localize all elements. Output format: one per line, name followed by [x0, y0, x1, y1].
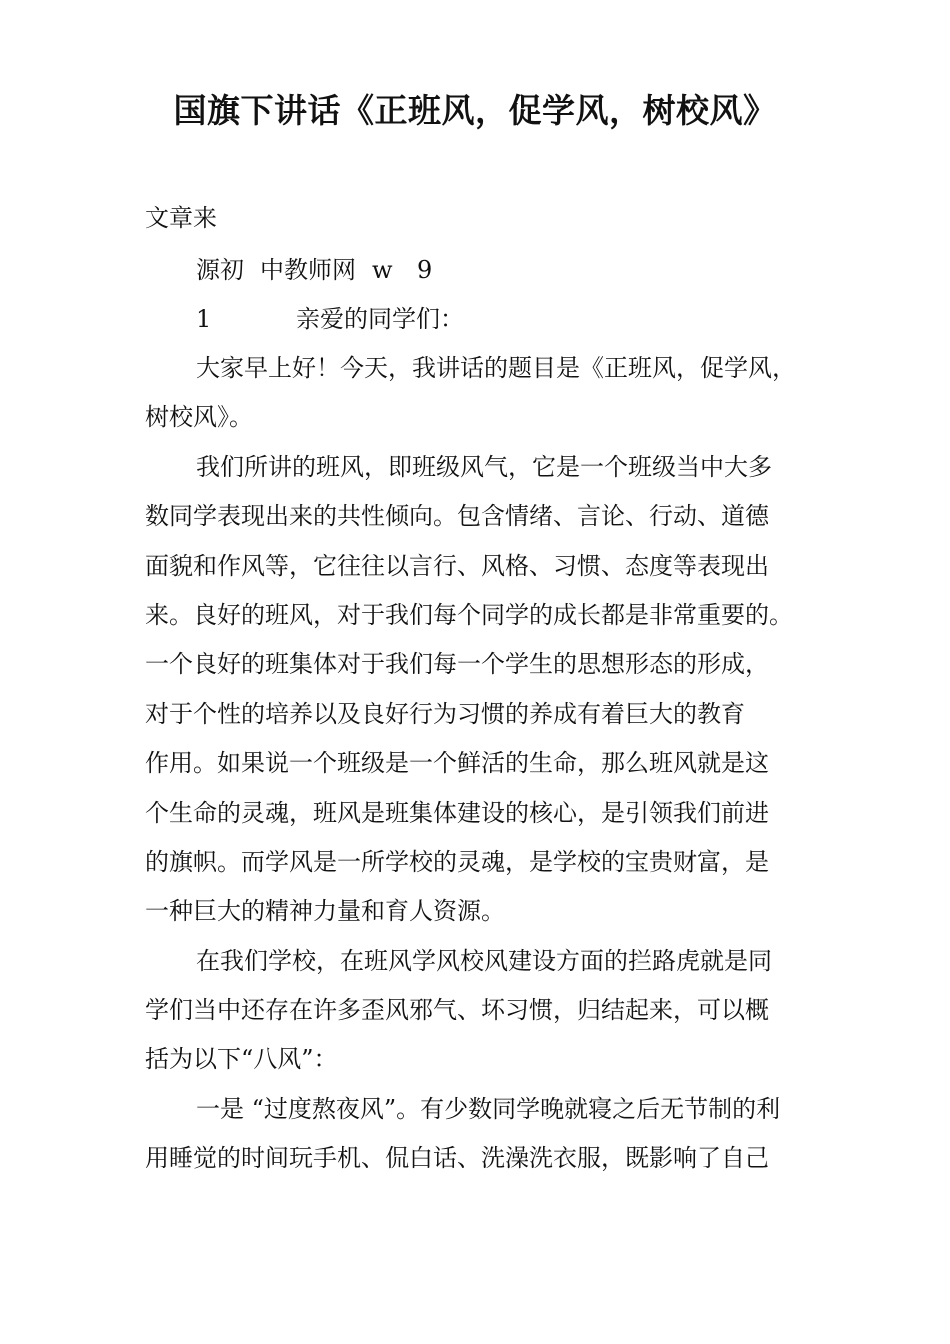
paragraph-line: 对于个性的培养以及良好行为习惯的养成有着巨大的教育 [145, 700, 745, 728]
source-part-1: 源初 [196, 256, 244, 284]
source-part-3: w [372, 256, 393, 284]
source-part-4: 9 [417, 256, 433, 284]
paragraph-line: 我们所讲的班风，即班级风气，它是一个班级当中大多 [196, 453, 772, 481]
paragraph-line: 用睡觉的时间玩手机、侃白话、洗澡洗衣服，既影响了自己 [145, 1144, 769, 1172]
paragraph-line: 数同学表现出来的共性倾向。包含情绪、言论、行动、道德 [145, 502, 769, 530]
document-title: 国旗下讲话《正班风，促学风，树校风》 [173, 91, 777, 130]
paragraph-line: 括为以下“八风”： [145, 1045, 338, 1073]
paragraph-line: 来。良好的班风，对于我们每个同学的成长都是非常重要的。 [145, 601, 793, 629]
source-label: 文章来 [145, 204, 217, 232]
source-part-2: 中教师网 [260, 256, 356, 284]
paragraph-line: 学们当中还存在许多歪风邪气、坏习惯，归结起来，可以概 [145, 996, 769, 1024]
paragraph-line: 一个良好的班集体对于我们每一个学生的思想形态的形成， [145, 650, 769, 678]
paragraph-line: 面貌和作风等，它往往以言行、风格、习惯、态度等表现出 [145, 552, 769, 580]
paragraph-line: 一是 “过度熬夜风”。有少数同学晚就寝之后无节制的利 [196, 1095, 781, 1123]
greeting-text: 亲爱的同学们： [296, 305, 464, 333]
paragraph-line: 树校风》。 [145, 403, 253, 431]
paragraph-line: 个生命的灵魂，班风是班集体建设的核心，是引领我们前进 [145, 799, 769, 827]
paragraph-line: 大家早上好！今天，我讲话的题目是《正班风，促学风， [196, 354, 796, 382]
paragraph-line: 一种巨大的精神力量和育人资源。 [145, 897, 505, 925]
paragraph-line: 的旗帜。而学风是一所学校的灵魂，是学校的宝贵财富，是 [145, 848, 769, 876]
greeting-number: 1 [196, 305, 212, 333]
paragraph-line: 作用。如果说一个班级是一个鲜活的生命，那么班风就是这 [145, 749, 769, 777]
paragraph-line: 在我们学校，在班风学风校风建设方面的拦路虎就是同 [196, 947, 772, 975]
